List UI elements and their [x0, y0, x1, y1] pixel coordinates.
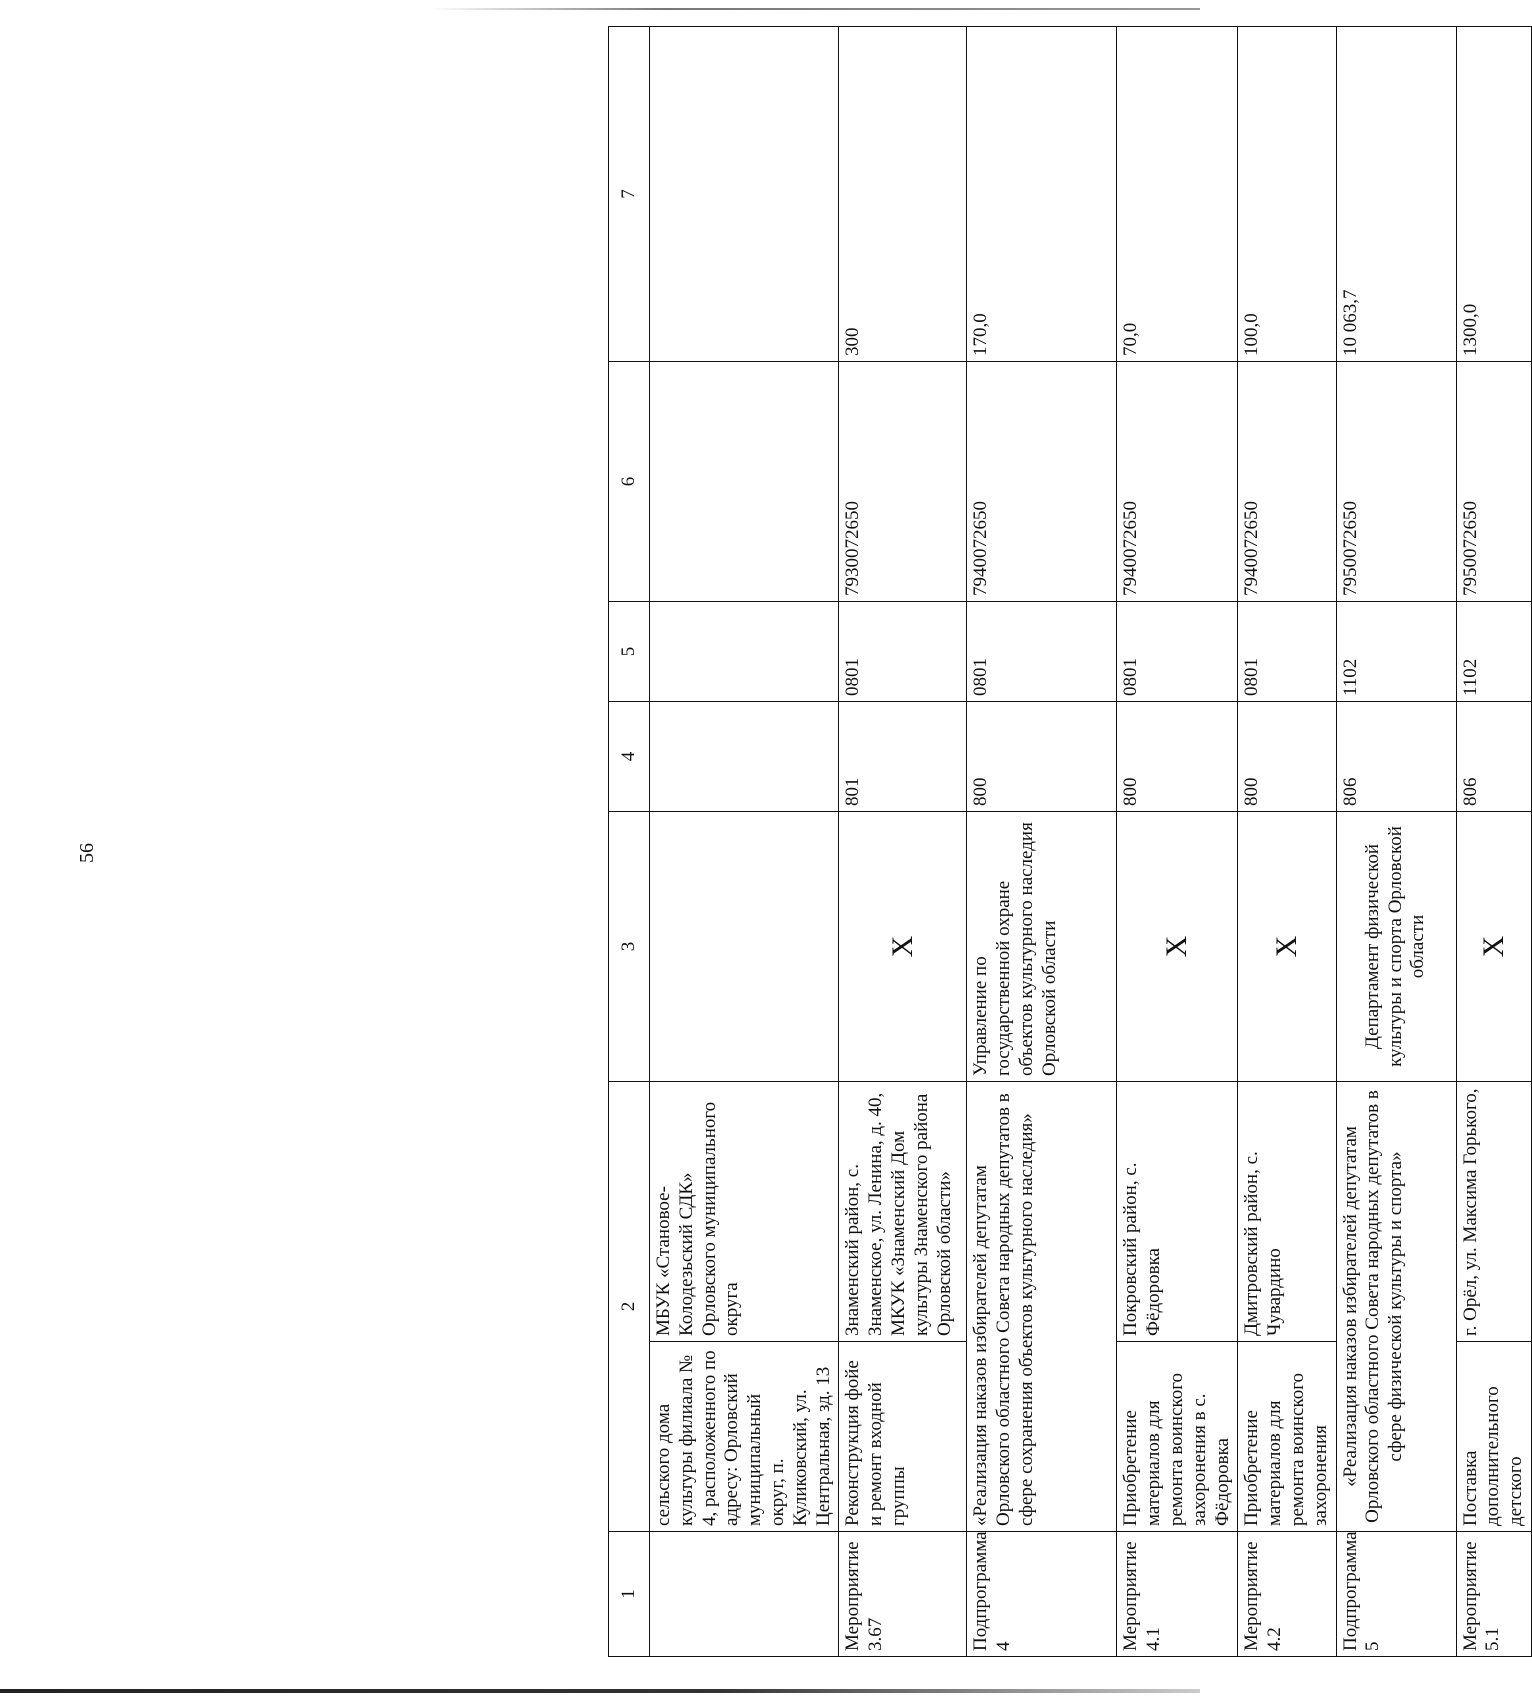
- object-name: Поставка дополнительного детского: [1456, 1342, 1531, 1532]
- code-grbs: 800: [1238, 702, 1336, 812]
- header-col-4: 4: [609, 702, 650, 812]
- table-row: [1336, 27, 1456, 1657]
- object-name: Приобретение материалов для ремонта воинского захоронения в с. Фёдоровка: [1117, 1342, 1238, 1532]
- object-address: МБУК «Становое-Колодезьский СДК» Орловского муниципального округа: [650, 1082, 839, 1342]
- code-section: [650, 602, 839, 702]
- table-row: [967, 27, 1117, 1657]
- object-address: Дмитровский район, с. Чувардино: [1238, 1082, 1336, 1342]
- table-row: [839, 27, 967, 1657]
- row-label: Подпрограмма 5: [1336, 1532, 1456, 1657]
- budget-table-rotated: [608, 27, 1527, 1657]
- header-col-2: 2: [609, 1082, 650, 1532]
- object-address: Покровский район, с. Фёдоровка: [1117, 1082, 1238, 1342]
- code-target: 7930072650: [839, 362, 967, 602]
- amount: 10 063,7: [1336, 27, 1456, 362]
- object-address: Знаменский район, с. Знаменское, ул. Ленина, д. 40, МКУК «Знаменский Дом культуры Знаменского района Орловской области»: [839, 1082, 967, 1342]
- code-grbs: 801: [839, 702, 967, 812]
- object-name: Реконструкция фойе и ремонт входной группы: [839, 1342, 967, 1532]
- table-row: [1238, 27, 1336, 1657]
- code-section: 1102: [1456, 602, 1531, 702]
- code-section: 0801: [1117, 602, 1238, 702]
- row-label: Мероприятие 4.2: [1238, 1532, 1336, 1657]
- scan-artifact-top: [430, 8, 1200, 10]
- scan-artifact-bottom: [0, 1689, 1200, 1693]
- code-grbs: 806: [1336, 702, 1456, 812]
- object-address: г. Орёл, ул. Максима Горького,: [1456, 1082, 1531, 1342]
- code-target: 7950072650: [1456, 362, 1531, 602]
- amount: 100,0: [1238, 27, 1336, 362]
- header-col-7: 7: [609, 27, 650, 362]
- subprogram-title: «Реализация наказов избирателей депутатам Орловского областного Совета народных депутатов в сфере физической культуры и спорта»: [1336, 1082, 1456, 1532]
- executor: Х: [1117, 812, 1238, 1082]
- code-section: 0801: [1238, 602, 1336, 702]
- code-target: 7950072650: [1336, 362, 1456, 602]
- row-label: Мероприятие 3.67: [839, 1532, 967, 1657]
- amount: [650, 27, 839, 362]
- executor: [650, 812, 839, 1082]
- row-label: Мероприятие 5.1: [1456, 1532, 1531, 1657]
- amount: 300: [839, 27, 967, 362]
- code-grbs: 800: [967, 702, 1117, 812]
- executor: Х: [1456, 812, 1531, 1082]
- executor: Х: [1238, 812, 1336, 1082]
- subprogram-title: «Реализация наказов избирателей депутатам Орловского областного Совета народных депутатов в сфере сохранения объектов культурного наследия»: [967, 1082, 1117, 1532]
- code-section: 0801: [967, 602, 1117, 702]
- header-col-3: 3: [609, 812, 650, 1082]
- row-label: Подпрограмма 4: [967, 1532, 1117, 1657]
- code-grbs: [650, 702, 839, 812]
- code-target: [650, 362, 839, 602]
- executor: Управление по государственной охране объектов культурного наследия Орловской области: [967, 812, 1117, 1082]
- header-col-6: 6: [609, 362, 650, 602]
- amount: 1300,0: [1456, 27, 1531, 362]
- code-section: 0801: [839, 602, 967, 702]
- header-row: [609, 27, 650, 1657]
- amount: 170,0: [967, 27, 1117, 362]
- amount: 70,0: [1117, 27, 1238, 362]
- row-label: Мероприятие 4.1: [1117, 1532, 1238, 1657]
- row-label: [650, 1532, 839, 1657]
- code-target: 7940072650: [1117, 362, 1238, 602]
- header-col-1: 1: [609, 1532, 650, 1657]
- header-col-5: 5: [609, 602, 650, 702]
- table-row: [650, 27, 839, 1657]
- page-number: 56: [76, 843, 98, 863]
- table-row: [1117, 27, 1238, 1657]
- executor: Департамент физической культуры и спорта Орловской области: [1336, 812, 1456, 1082]
- executor: Х: [839, 812, 967, 1082]
- code-target: 7940072650: [1238, 362, 1336, 602]
- code-grbs: 806: [1456, 702, 1531, 812]
- code-target: 7940072650: [967, 362, 1117, 602]
- object-name: сельского дома культуры филиала № 4, расположенного по адресу: Орловский муниципальный округ, п. Куликовский, ул. Центральная, зд. 13: [650, 1342, 839, 1532]
- code-section: 1102: [1336, 602, 1456, 702]
- object-name: Приобретение материалов для ремонта воинского захоронения: [1238, 1342, 1336, 1532]
- table-row: [1456, 27, 1531, 1657]
- budget-table: [608, 26, 1532, 1657]
- code-grbs: 800: [1117, 702, 1238, 812]
